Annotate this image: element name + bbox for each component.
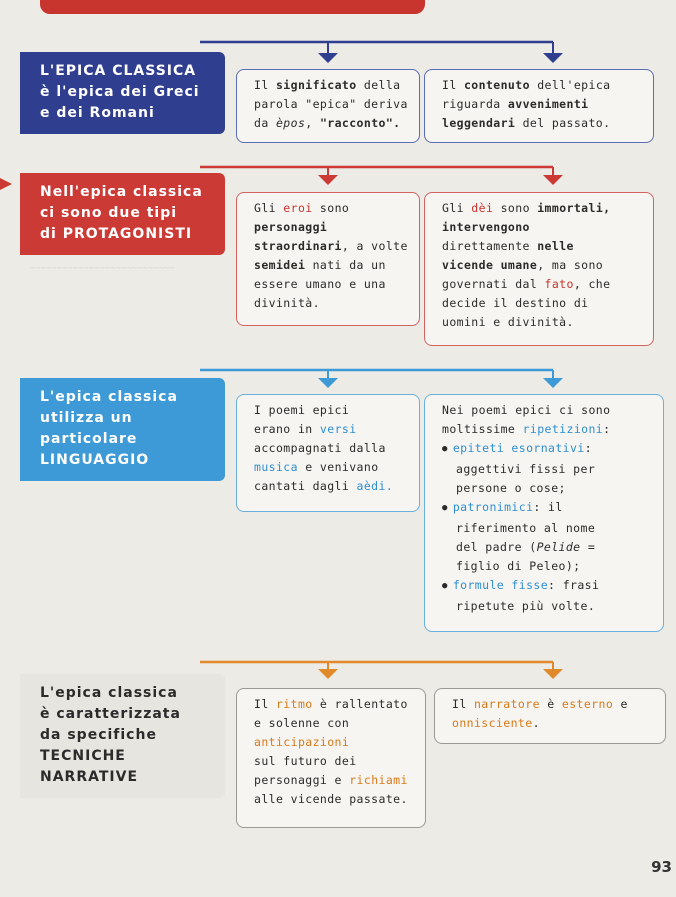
box-line [254, 752, 415, 771]
box-line [442, 519, 653, 538]
arrow-icon [318, 53, 338, 63]
box-line [442, 313, 643, 332]
text-run: parola "epica" deriva [254, 97, 408, 111]
text-run: alle vicende passate. [254, 792, 408, 806]
box-narratore [434, 688, 666, 744]
box-line [442, 95, 643, 114]
box-line [254, 477, 409, 496]
text-run: èpos [275, 116, 306, 130]
text-run: personaggi [254, 220, 328, 234]
text-run: direttamente [442, 239, 538, 253]
text-run: nelle [537, 239, 574, 253]
box-line [442, 479, 653, 498]
category-line: Nell'epica classica [40, 184, 203, 200]
box-significato [236, 69, 420, 143]
category-line: è caratterizzata [40, 706, 181, 722]
text-run: ripetizioni [522, 422, 604, 436]
box-line [254, 771, 415, 790]
text-run: accompagnati dalla [254, 441, 386, 455]
category-line: ci sono due tipi [40, 205, 178, 221]
text-run: Il [452, 697, 474, 711]
box-line [254, 714, 415, 733]
text-run: cantati dagli [254, 479, 357, 493]
category-epica-classica [20, 52, 225, 134]
text-run: versi [319, 422, 357, 436]
text-run: aèdi. [356, 479, 394, 493]
box-line [442, 275, 643, 294]
text-run: è [539, 697, 562, 711]
box-line [452, 695, 655, 714]
text-run: ripetute più volte. [456, 599, 596, 613]
box-line [442, 597, 653, 616]
category-line: è l'epica dei Greci [40, 84, 200, 100]
category-line: L'epica classica [40, 389, 178, 405]
box-line [254, 114, 409, 133]
box-line [254, 401, 409, 420]
box-line [442, 256, 643, 275]
box-line [442, 557, 653, 576]
category-tecniche-narrative [20, 674, 225, 798]
text-run: semidei [254, 258, 306, 272]
box-line [452, 714, 655, 733]
text-run: nati da un [305, 258, 386, 272]
text-run: decide il destino di [442, 296, 589, 310]
box-line [442, 294, 643, 313]
box-line [442, 460, 653, 479]
text-run: I poemi epici [254, 403, 350, 417]
box-line [254, 256, 409, 275]
text-run: e [613, 697, 628, 711]
text-run: "racconto". [319, 116, 401, 130]
box-line [254, 294, 409, 313]
text-run: anticipazioni [254, 735, 350, 749]
box-line [442, 498, 653, 519]
text-run: onnisciente [452, 716, 533, 730]
box-line [254, 95, 409, 114]
text-run: sono [312, 201, 350, 215]
category-linguaggio [20, 378, 225, 481]
text-run: erano in [254, 422, 320, 436]
text-run: del padre ( [456, 540, 537, 554]
faded-background-text: ~~~~~~~~~~~~~~~~~~~~~~~~~~~ [30, 263, 175, 273]
box-line [254, 76, 409, 95]
category-line: e dei Romani [40, 105, 155, 121]
box-line [254, 439, 409, 458]
box-line [254, 199, 409, 218]
category-line: L'EPICA CLASSICA [40, 63, 197, 79]
text-run: eroi [283, 201, 313, 215]
box-line [442, 237, 643, 256]
text-run: sono [493, 201, 538, 215]
text-run: e solenne con [254, 716, 350, 730]
arrow-icon [543, 175, 563, 185]
text-run: Pelide [536, 540, 581, 554]
text-run: formule fisse [452, 578, 549, 592]
box-line [254, 275, 409, 294]
text-run: intervengono [442, 220, 530, 234]
box-line [442, 218, 643, 237]
box-eroi [236, 192, 420, 326]
text-run: Il [254, 78, 276, 92]
category-line: di PROTAGONISTI [40, 226, 193, 242]
text-run: musica [254, 460, 298, 474]
text-run: : il [533, 500, 563, 514]
text-run: riguarda [442, 97, 508, 111]
text-run: ritmo [275, 697, 313, 711]
text-run: da [254, 116, 276, 130]
box-line [442, 114, 643, 133]
page-number: 93 [651, 858, 672, 876]
text-run: e venivano [297, 460, 379, 474]
box-line [442, 76, 643, 95]
box-ripetizioni [424, 394, 664, 632]
text-run: , che [573, 277, 611, 291]
text-run: epiteti esornativi [452, 441, 585, 455]
text-run: avvenimenti [507, 97, 589, 111]
category-line: NARRATIVE [40, 769, 139, 785]
text-run: dell'epica [529, 78, 611, 92]
text-run: patronimici [452, 500, 534, 514]
box-contenuto [424, 69, 654, 143]
arrow-icon [318, 669, 338, 679]
arrow-icon [318, 378, 338, 388]
category-line: L'epica classica [40, 685, 178, 701]
text-run: leggendari [442, 116, 516, 130]
box-line [254, 218, 409, 237]
category-line: LINGUAGGIO [40, 452, 150, 468]
text-run: , ma sono [537, 258, 604, 272]
category-line: da specifiche [40, 727, 157, 743]
text-run: contenuto [463, 78, 530, 92]
text-run: , a volte [341, 239, 408, 253]
box-line [442, 199, 643, 218]
box-line [254, 733, 415, 752]
text-run: aggettivi fissi per [456, 462, 596, 476]
text-run: : [584, 441, 592, 455]
text-run: : [603, 422, 611, 436]
text-run: . [532, 716, 540, 730]
text-run: moltissime [442, 422, 523, 436]
box-line [254, 237, 409, 256]
box-line [254, 458, 409, 477]
text-run: fato [544, 277, 574, 291]
text-run: è rallentato [312, 697, 408, 711]
box-line [254, 790, 415, 809]
box-ritmo [236, 688, 426, 828]
text-run: : frasi [548, 578, 600, 592]
text-run: divinità. [254, 296, 320, 310]
text-run: = [580, 540, 596, 554]
text-run: Gli [254, 201, 284, 215]
box-line [442, 401, 653, 420]
text-run: personaggi e [254, 773, 350, 787]
text-run: essere umano e una [254, 277, 386, 291]
category-protagonisti [20, 173, 225, 255]
text-run: , [305, 116, 320, 130]
text-run: sul futuro dei [254, 754, 357, 768]
text-run: esterno [561, 697, 614, 711]
text-run: figlio di Peleo); [456, 559, 581, 573]
text-run: Gli [442, 201, 472, 215]
text-run: persone o cose; [456, 481, 566, 495]
arrow-icon [318, 175, 338, 185]
box-line [442, 439, 653, 460]
text-run: straordinari [254, 239, 342, 253]
text-run: Il [254, 697, 276, 711]
text-run: significato [275, 78, 357, 92]
text-run: vicende umane [442, 258, 538, 272]
category-line: TECNICHE [40, 748, 126, 764]
box-line [442, 576, 653, 597]
arrow-icon [543, 53, 563, 63]
category-line: particolare [40, 431, 138, 447]
text-run: richiami [349, 773, 408, 787]
text-run: riferimento al nome [456, 521, 596, 535]
box-line [254, 695, 415, 714]
box-poemi-epici [236, 394, 420, 512]
category-line: utilizza un [40, 410, 133, 426]
arrow-icon [543, 669, 563, 679]
box-line [254, 420, 409, 439]
text-run: della [356, 78, 401, 92]
box-line [442, 538, 653, 557]
text-run: del passato. [515, 116, 611, 130]
box-dei [424, 192, 654, 346]
text-run: narratore [473, 697, 540, 711]
text-run: Nei poemi epici ci sono [442, 403, 611, 417]
text-run: governati dal [442, 277, 545, 291]
text-run: uomini e divinità. [442, 315, 574, 329]
text-run: immortali, [537, 201, 611, 215]
text-run: dèi [471, 201, 494, 215]
arrow-icon [543, 378, 563, 388]
box-line [442, 420, 653, 439]
text-run: Il [442, 78, 464, 92]
